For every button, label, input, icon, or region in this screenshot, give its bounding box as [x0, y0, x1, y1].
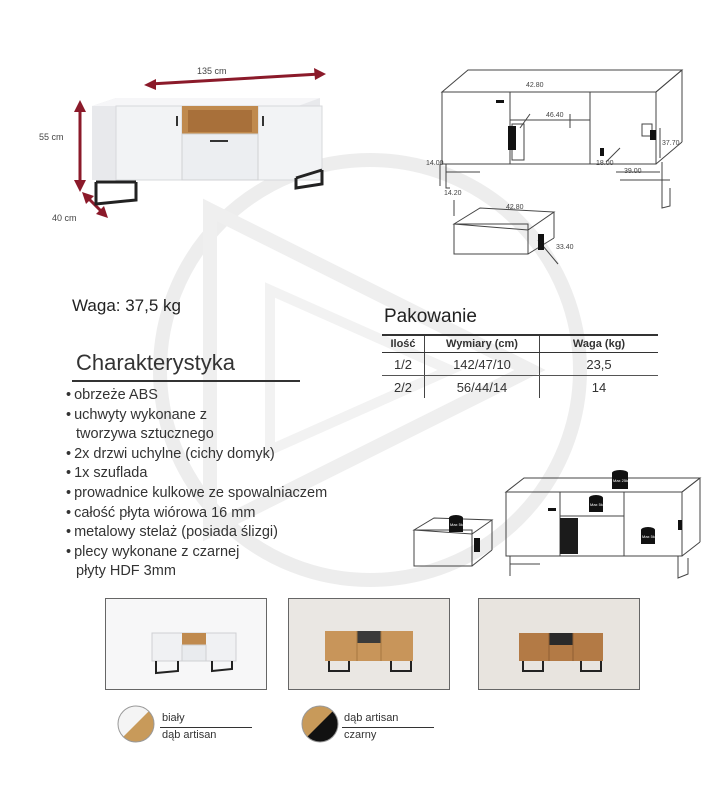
swatch-divider	[342, 727, 434, 728]
drawing-dim-5: 18.00	[596, 160, 614, 167]
drawing-dim-3: 14.00	[426, 160, 444, 167]
swatch-label-2b: czarny	[344, 729, 377, 741]
list-item: • 2x drzwi uchylne (cichy domyk)	[66, 445, 327, 465]
variant-thumbnail-oak-black	[478, 598, 640, 690]
drawing-dim-2: 46.40	[546, 112, 564, 119]
swatch-label-1a: biały	[162, 712, 185, 724]
cell-dimensions: 142/47/10	[425, 353, 540, 375]
total-weight: Waga: 37,5 kg	[72, 296, 181, 315]
list-item: • całość płyta wiórowa 16 mm	[66, 504, 327, 524]
cell-weight: 23,5	[586, 356, 612, 372]
load-label-door: Max 5kg	[642, 534, 658, 539]
cell-dimensions: 56/44/14	[425, 376, 540, 398]
load-label-top: Max 25kg	[613, 478, 631, 483]
drawing-dim-6: 39.00	[624, 168, 642, 175]
cell-weight: 14	[591, 379, 607, 395]
drawing-dim-7: 14.20	[444, 190, 462, 197]
drawing-dim-4: 37.70	[662, 140, 680, 147]
swatch-oak-black	[300, 704, 340, 744]
header-weight: Waga (kg)	[572, 338, 626, 350]
table-row	[382, 376, 658, 398]
drawing-dim-8: 42.80	[506, 204, 524, 211]
product-render-white	[40, 60, 340, 230]
header-dimensions: Wymiary (cm)	[425, 336, 540, 352]
cell-quantity: 2/2	[382, 376, 425, 398]
characteristics-title: Charakterystyka	[76, 350, 235, 375]
swatch-divider	[160, 727, 252, 728]
load-capacity-drawing	[410, 468, 710, 586]
load-label-drawer: Max 5kg	[450, 522, 466, 527]
swatch-white-oak	[116, 704, 156, 744]
load-label-shelf: Max 5kg	[590, 502, 606, 507]
list-item: • prowadnice kulkowe ze spowalniaczem	[66, 484, 327, 504]
packaging-table-header	[382, 334, 658, 353]
depth-dimension-label: 40 cm	[52, 213, 77, 223]
list-item: • obrzeże ABS	[66, 386, 327, 406]
height-dimension-label: 55 cm	[39, 132, 64, 142]
width-dimension-label: 135 cm	[197, 66, 227, 76]
drawing-dim-9: 33.40	[556, 244, 574, 251]
features-list	[66, 386, 327, 582]
list-item: • plecy wykonane z czarnej płyty HDF 3mm	[66, 543, 327, 582]
drawing-dim-1: 42.80	[526, 82, 544, 89]
list-item: • 1x szuflada	[66, 464, 327, 484]
packaging-title: Pakowanie	[384, 306, 477, 327]
swatch-label-2a: dąb artisan	[344, 712, 399, 724]
cell-quantity: 1/2	[382, 353, 425, 375]
variant-thumbnail-oak	[288, 598, 450, 690]
list-item: • metalowy stelaż (posiada ślizgi)	[66, 523, 327, 543]
header-quantity: Ilość	[382, 336, 425, 352]
table-row	[382, 353, 658, 376]
list-item: • uchwyty wykonane z tworzywa sztucznego	[66, 406, 327, 445]
packaging-table	[382, 334, 658, 398]
swatch-label-1b: dąb artisan	[162, 729, 217, 741]
characteristics-underline	[72, 380, 300, 382]
variant-thumbnail-white	[105, 598, 267, 690]
